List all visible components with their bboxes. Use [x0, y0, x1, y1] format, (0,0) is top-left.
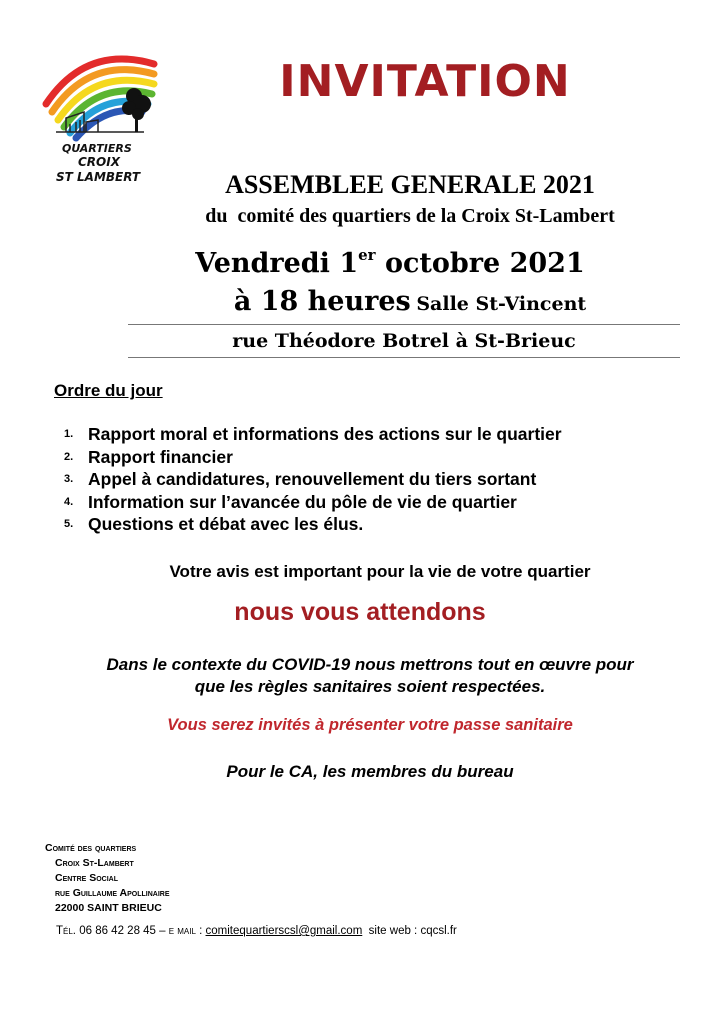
- agenda-number: 2.: [64, 450, 74, 463]
- agenda-number: 3.: [64, 473, 74, 485]
- time-text: à 18 heures: [233, 286, 411, 317]
- date-superscript: er: [358, 246, 376, 264]
- agenda-item: [64, 469, 664, 492]
- email-link[interactable]: comitequartierscsl@gmail.com: [205, 925, 363, 937]
- agenda-text: Rapport moral et informations des actions sur le quartier: [88, 424, 562, 444]
- event-time: [130, 286, 690, 317]
- logo: [26, 34, 176, 192]
- venue-address: rue Théodore Botrel à St-Brieuc: [232, 330, 576, 352]
- agenda-number: 4.: [64, 495, 74, 508]
- tel-label: Tél.: [56, 925, 77, 937]
- logo-line1: QUARTIERS: [62, 142, 132, 155]
- rainbow-logo-icon: [26, 34, 176, 192]
- page-title: INVITATION: [279, 56, 571, 107]
- assembly-heading: ASSEMBLEE GENERALE 2021: [225, 170, 595, 199]
- covid-line-2: que les règles sanitaires soient respectées.: [194, 677, 546, 696]
- agenda-item: [64, 424, 664, 447]
- website-text: site web : cqcsl.fr: [362, 925, 457, 937]
- agenda-list: [64, 424, 664, 537]
- waiting-statement: nous vous attendons: [234, 598, 486, 626]
- agenda-text: Rapport financier: [88, 446, 233, 467]
- email-label: e mail: [168, 925, 196, 937]
- logo-line3: ST LAMBERT: [56, 170, 141, 184]
- organization-address: [45, 841, 170, 916]
- email-separator: :: [195, 925, 206, 937]
- covid-line-1: Dans le contexte du COVID-19 nous mettrons tout en œuvre pour: [106, 655, 634, 674]
- divider-top: [128, 324, 680, 325]
- agenda-item: [64, 492, 664, 515]
- agenda-number: 5.: [64, 518, 74, 530]
- covid-notice: [40, 654, 700, 698]
- event-date: [130, 248, 650, 279]
- agenda-text: Questions et débat avec les élus.: [88, 514, 364, 534]
- signature-line: Pour le CA, les membres du bureau: [226, 762, 514, 781]
- org-street: rue Guillaume Apollinaire: [55, 887, 170, 899]
- committee-subtitle: du comité des quartiers de la Croix St-Lambert: [205, 205, 615, 227]
- date-prefix: Vendredi 1: [195, 248, 359, 279]
- logo-line2: CROIX: [78, 155, 120, 169]
- org-centre: Centre Social: [55, 872, 119, 884]
- agenda-number: 1.: [64, 428, 74, 440]
- org-name: Comité des quartiers: [45, 842, 137, 854]
- org-city: 22000 SAINT BRIEUC: [55, 902, 162, 914]
- org-district: Croix St-Lambert: [55, 857, 134, 869]
- agenda-title: Ordre du jour: [54, 381, 163, 400]
- agenda-text: Information sur l’avancée du pôle de vie de quartier: [88, 491, 517, 512]
- contact-line: [56, 925, 457, 937]
- divider-bottom: [128, 357, 680, 358]
- agenda-text: Appel à candidatures, renouvellement du tiers sortant: [88, 469, 537, 489]
- agenda-item: [64, 514, 664, 537]
- tel-number: 06 86 42 28 45 –: [76, 925, 169, 937]
- health-pass-notice: Vous serez invités à présenter votre passe sanitaire: [167, 716, 573, 734]
- venue-text: Salle St-Vincent: [416, 293, 587, 315]
- date-suffix: octobre 2021: [375, 248, 585, 279]
- agenda-item: [64, 447, 664, 470]
- opinion-statement: Votre avis est important pour la vie de votre quartier: [169, 562, 591, 581]
